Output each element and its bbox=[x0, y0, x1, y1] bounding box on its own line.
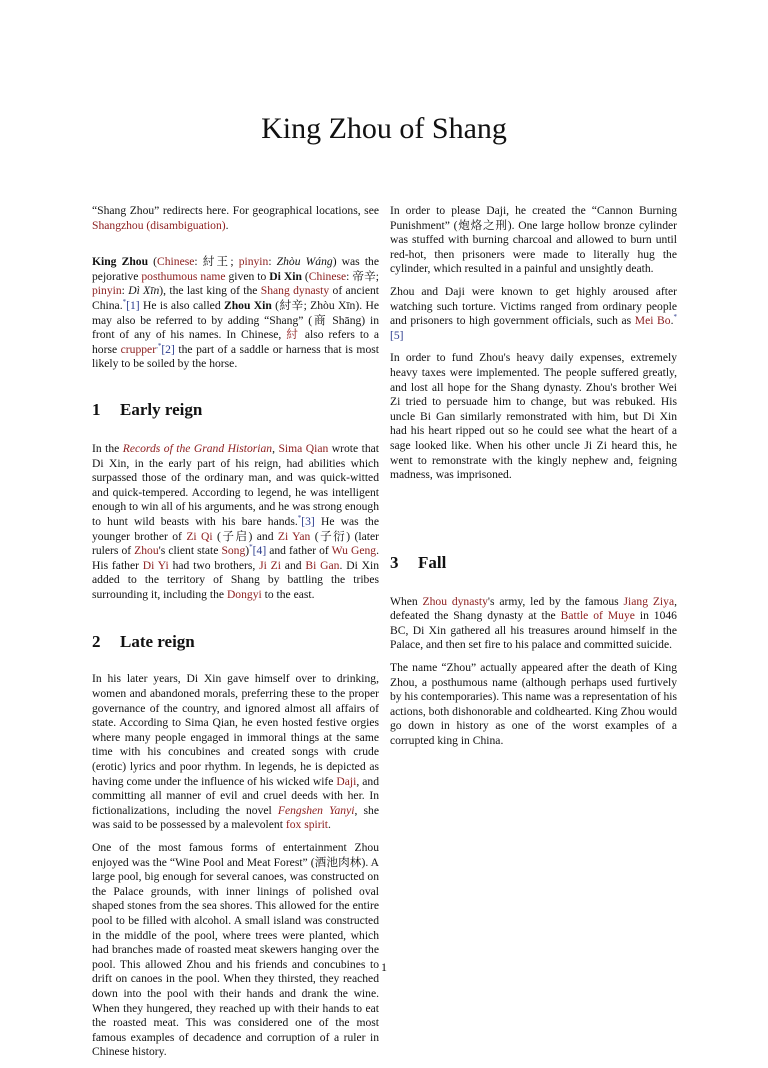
article-subject: King Zhou bbox=[92, 255, 149, 269]
text: In the bbox=[92, 441, 123, 455]
right-column bbox=[390, 204, 677, 757]
zi-yan-link[interactable]: Zi Yan bbox=[277, 529, 311, 543]
text: . His father bbox=[92, 544, 379, 572]
page-number: 1 bbox=[381, 960, 387, 974]
text: (子启) and bbox=[212, 529, 278, 543]
text: given to bbox=[225, 269, 270, 283]
crupper-link[interactable]: crupper bbox=[120, 342, 157, 356]
late-reign-paragraph-3: In order to please Daji, he created the “Cannon Burning Punishment” (炮烙之刑). One large hollow bronze cylinder was stuffed with burning charcoal and allowed to burn until red-hot, then prisoners were made to literally hug the cylinder, which resulted in a painful and unsightly death. bbox=[390, 204, 677, 276]
text: 's client state bbox=[158, 544, 222, 558]
footnote-marker: * bbox=[673, 313, 677, 322]
pinyin-value: Dì Xīn bbox=[128, 284, 160, 298]
text: , and committing all manner of evil and cruel deeds with her. In fictionalizations, including the novel bbox=[92, 774, 379, 817]
text: of ancient China. bbox=[92, 284, 380, 312]
di-xin-name: Di Xin bbox=[269, 269, 302, 283]
page-title: King Zhou of Shang bbox=[261, 112, 507, 145]
text: When bbox=[390, 594, 423, 608]
shangzhou-disambiguation-link[interactable]: Shangzhou (disambiguation) bbox=[92, 218, 226, 232]
text: (紂辛; Zhòu Xīn). He may also be referred to by adding “Shang” (商 Shāng) in front of any of his names. In Chinese, bbox=[92, 298, 379, 342]
text: ) was the pejorative bbox=[92, 255, 379, 283]
text: the part of a saddle or harness that is most likely to be soiled by the horse. bbox=[92, 342, 379, 371]
posthumous-name-link[interactable]: posthumous name bbox=[141, 269, 226, 283]
reference-link[interactable]: [5] bbox=[390, 328, 404, 342]
section-heading-fall bbox=[390, 553, 677, 573]
zhou-link[interactable]: Zhou bbox=[134, 544, 159, 558]
text: : 紂王; bbox=[194, 255, 239, 269]
daji-link[interactable]: Daji bbox=[336, 774, 357, 788]
text: had two brothers, bbox=[168, 558, 260, 572]
fall-paragraph-2: The name “Zhou” actually appeared after the death of King Zhou, a posthumous name (although perhaps used furtively by his contemporaries). This name was a representation of his actions, both dishonorable and coldhearted. King Zhou would go down in history as one of the worst examples of a corrupted king in China. bbox=[390, 661, 677, 748]
section-number: 1 bbox=[92, 399, 101, 419]
text: , bbox=[272, 441, 279, 455]
late-reign-paragraph-2: One of the most famous forms of entertainment Zhou enjoyed was the “Wine Pool and Meat Forest” (酒池肉林). A large pool, big enough for several canoes, was constructed on the Palace grounds, with inner linings of polished oval shaped stones from the sea shores. This allowed for the entire pool to be filled with alcohol. A small island was constructed in the middle of the pool, where trees were planted, which had branches made of roasted meat skewers hanging over the pool. This allowed Zhou and his friends and concubines to drift on canoes in the pool. When they thirsted, they reached down into the pool with their hands and drank the wine. When they hungered, they reached up with their hands to eat the roasted meat. This was considered one of the most famous examples of decadence and corruption of a ruler in Chinese history. bbox=[92, 841, 379, 1059]
pinyin-value: Zhòu Wáng bbox=[276, 255, 333, 269]
late-reign-paragraph-1 bbox=[92, 672, 379, 833]
text: He was the younger brother of bbox=[92, 514, 379, 543]
dongyi-link[interactable]: Dongyi bbox=[226, 587, 262, 601]
text: “Shang Zhou” redirects here. For geographical locations, see bbox=[92, 204, 379, 217]
text: ( bbox=[148, 255, 158, 269]
section-heading-early-reign bbox=[92, 400, 379, 420]
fox-spirit-link[interactable]: fox spirit bbox=[285, 818, 329, 832]
zhou-xin-name: Zhou Xin bbox=[223, 298, 272, 312]
section-heading-late-reign bbox=[92, 632, 379, 652]
mei-bo-link[interactable]: Mei Bo bbox=[634, 314, 671, 328]
footnote-marker: ,* bbox=[156, 341, 162, 350]
reference-link[interactable]: [3] bbox=[301, 514, 315, 528]
text: and bbox=[280, 558, 306, 572]
text: Zhou and Daji were known to get highly aroused after watching such torture. Victims ranged from ordinary people and prisoners to high government officials, such as bbox=[390, 284, 677, 328]
shang-dynasty-link[interactable]: Shang dynasty bbox=[260, 284, 330, 298]
records-grand-historian-link[interactable] bbox=[123, 442, 272, 455]
text: also refers to a horse bbox=[92, 328, 379, 356]
link-text: Fengshen Yanyi bbox=[277, 803, 355, 817]
di-yi-link[interactable]: Di Yi bbox=[142, 558, 169, 572]
reference-link[interactable]: [1] bbox=[126, 298, 140, 312]
text: : bbox=[268, 255, 277, 269]
section-title: Fall bbox=[418, 552, 447, 572]
fall-paragraph-1 bbox=[390, 595, 677, 653]
section-title: Late reign bbox=[120, 632, 195, 652]
text: (子衍) (later rulers of bbox=[92, 529, 379, 558]
section-number: 3 bbox=[390, 552, 399, 572]
text: . bbox=[225, 218, 229, 232]
left-column bbox=[92, 204, 379, 1068]
text: ) bbox=[245, 544, 250, 558]
text: in 1046 BC, Di Xin gathered all his treasures around himself in the Palace, and then set fire to his palace and committed suicide. bbox=[390, 609, 677, 652]
text: : 帝辛; bbox=[346, 269, 379, 283]
bi-gan-link[interactable]: Bi Gan bbox=[305, 558, 340, 572]
text: . bbox=[670, 314, 674, 328]
reference-link[interactable]: [2] bbox=[161, 342, 175, 356]
text: In his later years, Di Xin gave himself over to drinking, women and abandoned morals, preferring these to the proper governance of the country, and ignored almost all affairs of state. According to Sima Qian, he even hosted festive orgies where many people engaged in immoral things at the same time with his concubines and created songs with crude (erotic) lyrics and poor rhythm. In legends, he is depicted as having come under the influence of his wicked wife bbox=[92, 672, 379, 788]
section-title: Early reign bbox=[120, 399, 203, 419]
text: : bbox=[121, 284, 129, 298]
jiang-ziya-link[interactable]: Jiang Ziya bbox=[623, 594, 675, 608]
zi-qi-link[interactable]: Zi Qi bbox=[186, 529, 213, 543]
fengshen-yanyi-link[interactable] bbox=[278, 804, 355, 817]
text: and father of bbox=[266, 544, 332, 558]
text: wrote that Di Xin, in the early part of his reign, had abilities which surpassed those of the ordinary man, and was quick-witted and quick-tempered. According to legend, he was intelligent enough to win all of his arguments, and he was strong enough to hunt wild beasts with his bare hands. bbox=[92, 441, 380, 528]
text: to the east. bbox=[261, 587, 315, 601]
hatnote bbox=[92, 204, 379, 233]
wu-geng-link[interactable]: Wu Geng bbox=[331, 544, 377, 558]
footnote-marker: * bbox=[249, 543, 253, 552]
early-reign-paragraph bbox=[92, 442, 379, 603]
intro-paragraph bbox=[92, 255, 379, 372]
late-reign-paragraph-5: In order to fund Zhou's heavy daily expenses, extremely heavy taxes were implemented. The people suffered greatly, and lost all hope for the Shang dynasty. Zhou's brother Wei Zi tried to persuade him to change, but was rebuked. His uncle Bi Gan similarly remonstrated with him, but Di Xin had his heart ripped out so he could see what the heart of a sage looked like. When his other uncle Ji Zi heard this, he went to remonstrate with the kingly nephew and, feigning madness, was imprisoned. bbox=[390, 351, 677, 482]
text: . bbox=[328, 818, 331, 832]
reference-link[interactable]: [4] bbox=[252, 544, 267, 558]
text: . Di Xin added to the territory of Shang by battling the tribes surrounding it, including the bbox=[92, 558, 380, 601]
late-reign-paragraph-4 bbox=[390, 285, 677, 343]
sima-qian-link[interactable]: Sima Qian bbox=[278, 441, 329, 455]
text: ), the last king of the bbox=[159, 284, 261, 298]
footnote-marker: * bbox=[122, 298, 127, 307]
text: 's army, led by the famous bbox=[487, 594, 624, 608]
text: He is also called bbox=[139, 298, 224, 312]
battle-of-muye-link[interactable]: Battle of Muye bbox=[560, 609, 635, 623]
section-number: 2 bbox=[92, 632, 101, 652]
pinyin-link[interactable]: pinyin bbox=[238, 255, 269, 269]
text: ( bbox=[301, 269, 309, 283]
song-link[interactable]: Song bbox=[221, 544, 246, 558]
chinese-link[interactable]: Chinese bbox=[157, 255, 195, 269]
pinyin-link[interactable]: pinyin bbox=[92, 284, 122, 298]
chinese-link[interactable]: Chinese bbox=[308, 269, 347, 283]
text: , defeated the Shang dynasty at the bbox=[390, 594, 677, 623]
footnote-marker: * bbox=[297, 514, 302, 523]
zhou-dynasty-link[interactable]: Zhou dynasty bbox=[422, 594, 488, 608]
zhou-character-link[interactable]: 紂 bbox=[286, 328, 300, 342]
link-text: Records of the Grand Historian bbox=[122, 441, 273, 455]
ji-zi-link[interactable]: Ji Zi bbox=[259, 558, 281, 572]
text: , she was said to be possessed by a malevolent bbox=[92, 803, 379, 832]
